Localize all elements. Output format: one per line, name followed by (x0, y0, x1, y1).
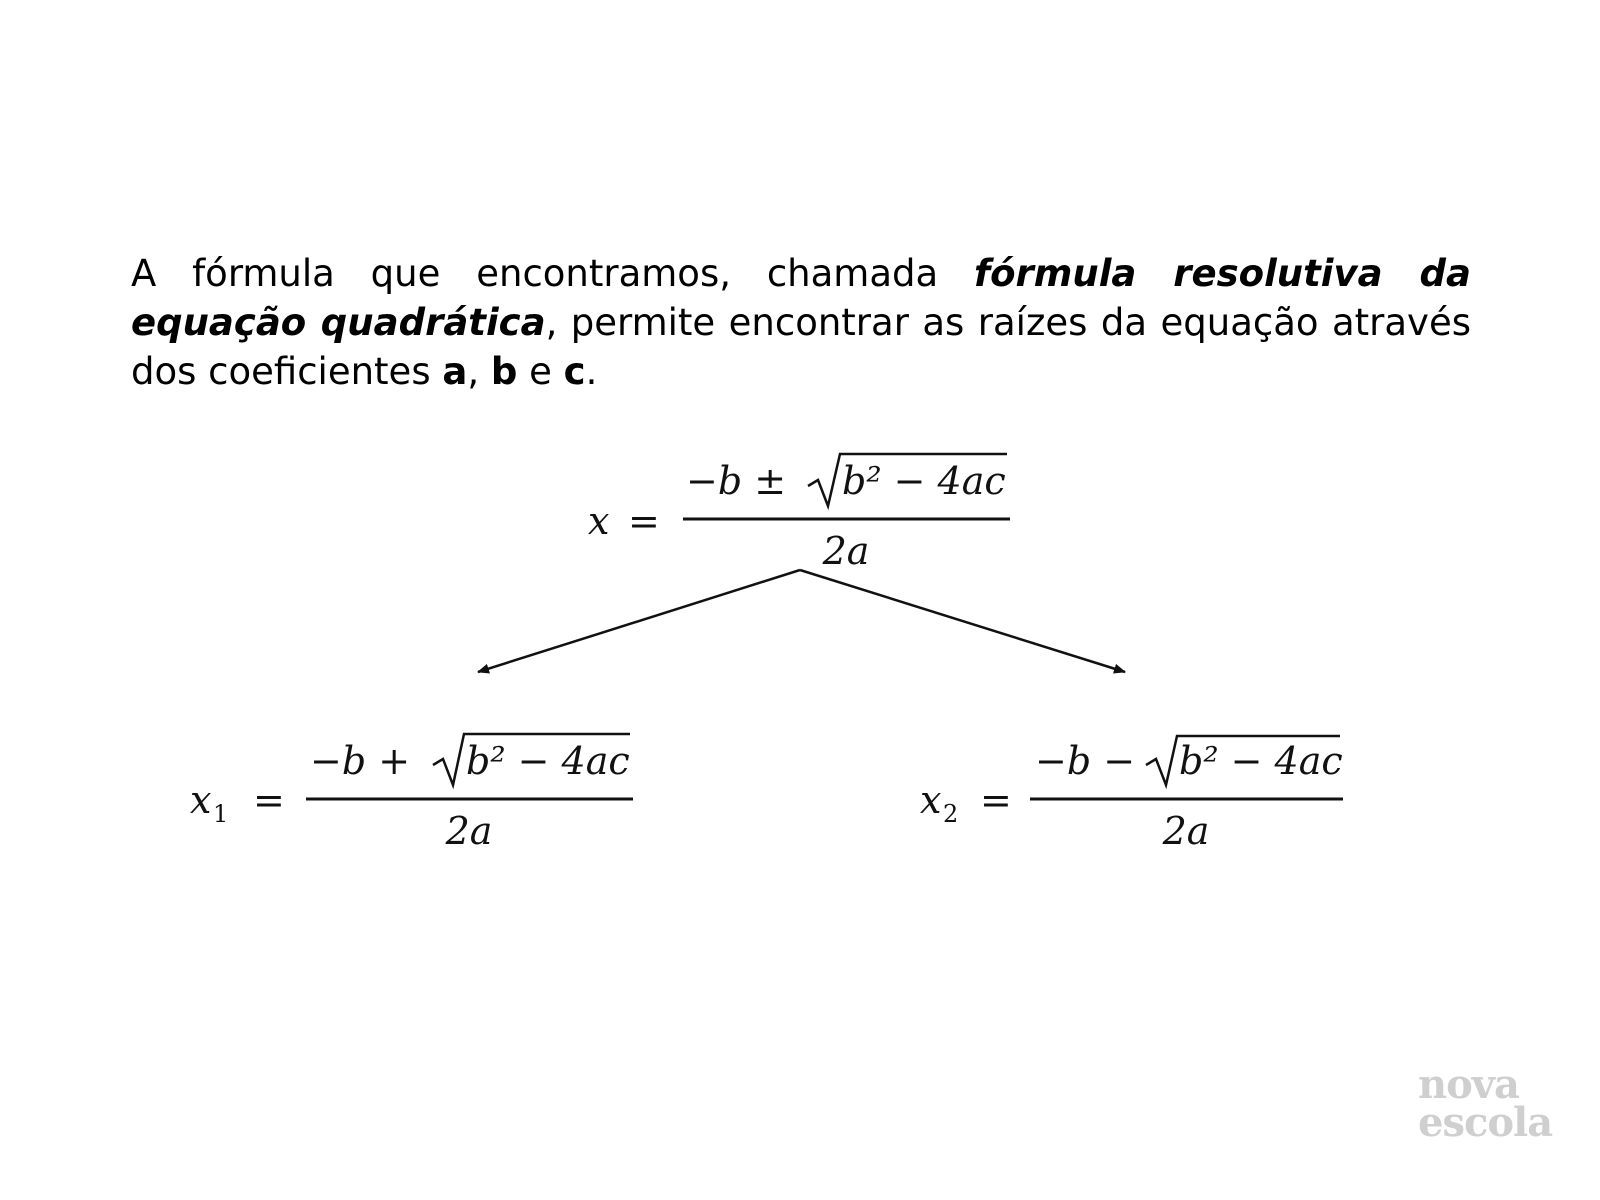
coefficient-b: b (490, 350, 518, 393)
main-lhs: x (588, 499, 610, 543)
x2-denominator: 2a (1162, 809, 1210, 853)
x2-numerator-start: −b − (1035, 739, 1136, 783)
logo-line-2: escola (1418, 1099, 1553, 1146)
x1-lhs: x (190, 778, 212, 822)
coefficient-c: c (563, 350, 586, 393)
main-formula (588, 454, 1010, 573)
x1-numerator-start: −b + (310, 739, 411, 783)
nova-escola-logo (1418, 1061, 1553, 1146)
intro-text-2: , permite encontrar as raízes da equação através dos coeficientes (131, 301, 1471, 393)
logo-line-1: nova (1418, 1061, 1519, 1108)
main-numerator-start: −b ± (686, 459, 787, 503)
intro-end: . (585, 350, 598, 393)
intro-sep-1: , (467, 350, 491, 393)
arrow-left (478, 570, 800, 672)
formula-name: fórmula resolutiva da equação quadrática (131, 252, 1471, 344)
x1-denominator: 2a (445, 809, 493, 853)
x2-lhs: x (920, 778, 942, 822)
x1-equals: = (253, 778, 285, 822)
coefficient-a: a (442, 350, 468, 393)
x1-subscript: 1 (213, 800, 229, 828)
main-denominator: 2a (822, 529, 870, 573)
x1-formula (190, 734, 633, 853)
intro-text-1: A fórmula que encontramos, chamada (131, 252, 975, 295)
arrow-right (800, 570, 1125, 672)
x2-formula (920, 736, 1343, 853)
x1-radicand: b² − 4ac (466, 739, 630, 783)
x2-radicand: b² − 4ac (1179, 739, 1343, 783)
x2-subscript: 2 (943, 800, 959, 828)
main-radicand: b² − 4ac (842, 459, 1006, 503)
main-equals: = (628, 499, 660, 543)
intro-sep-2: e (517, 350, 564, 393)
x2-equals: = (980, 778, 1012, 822)
